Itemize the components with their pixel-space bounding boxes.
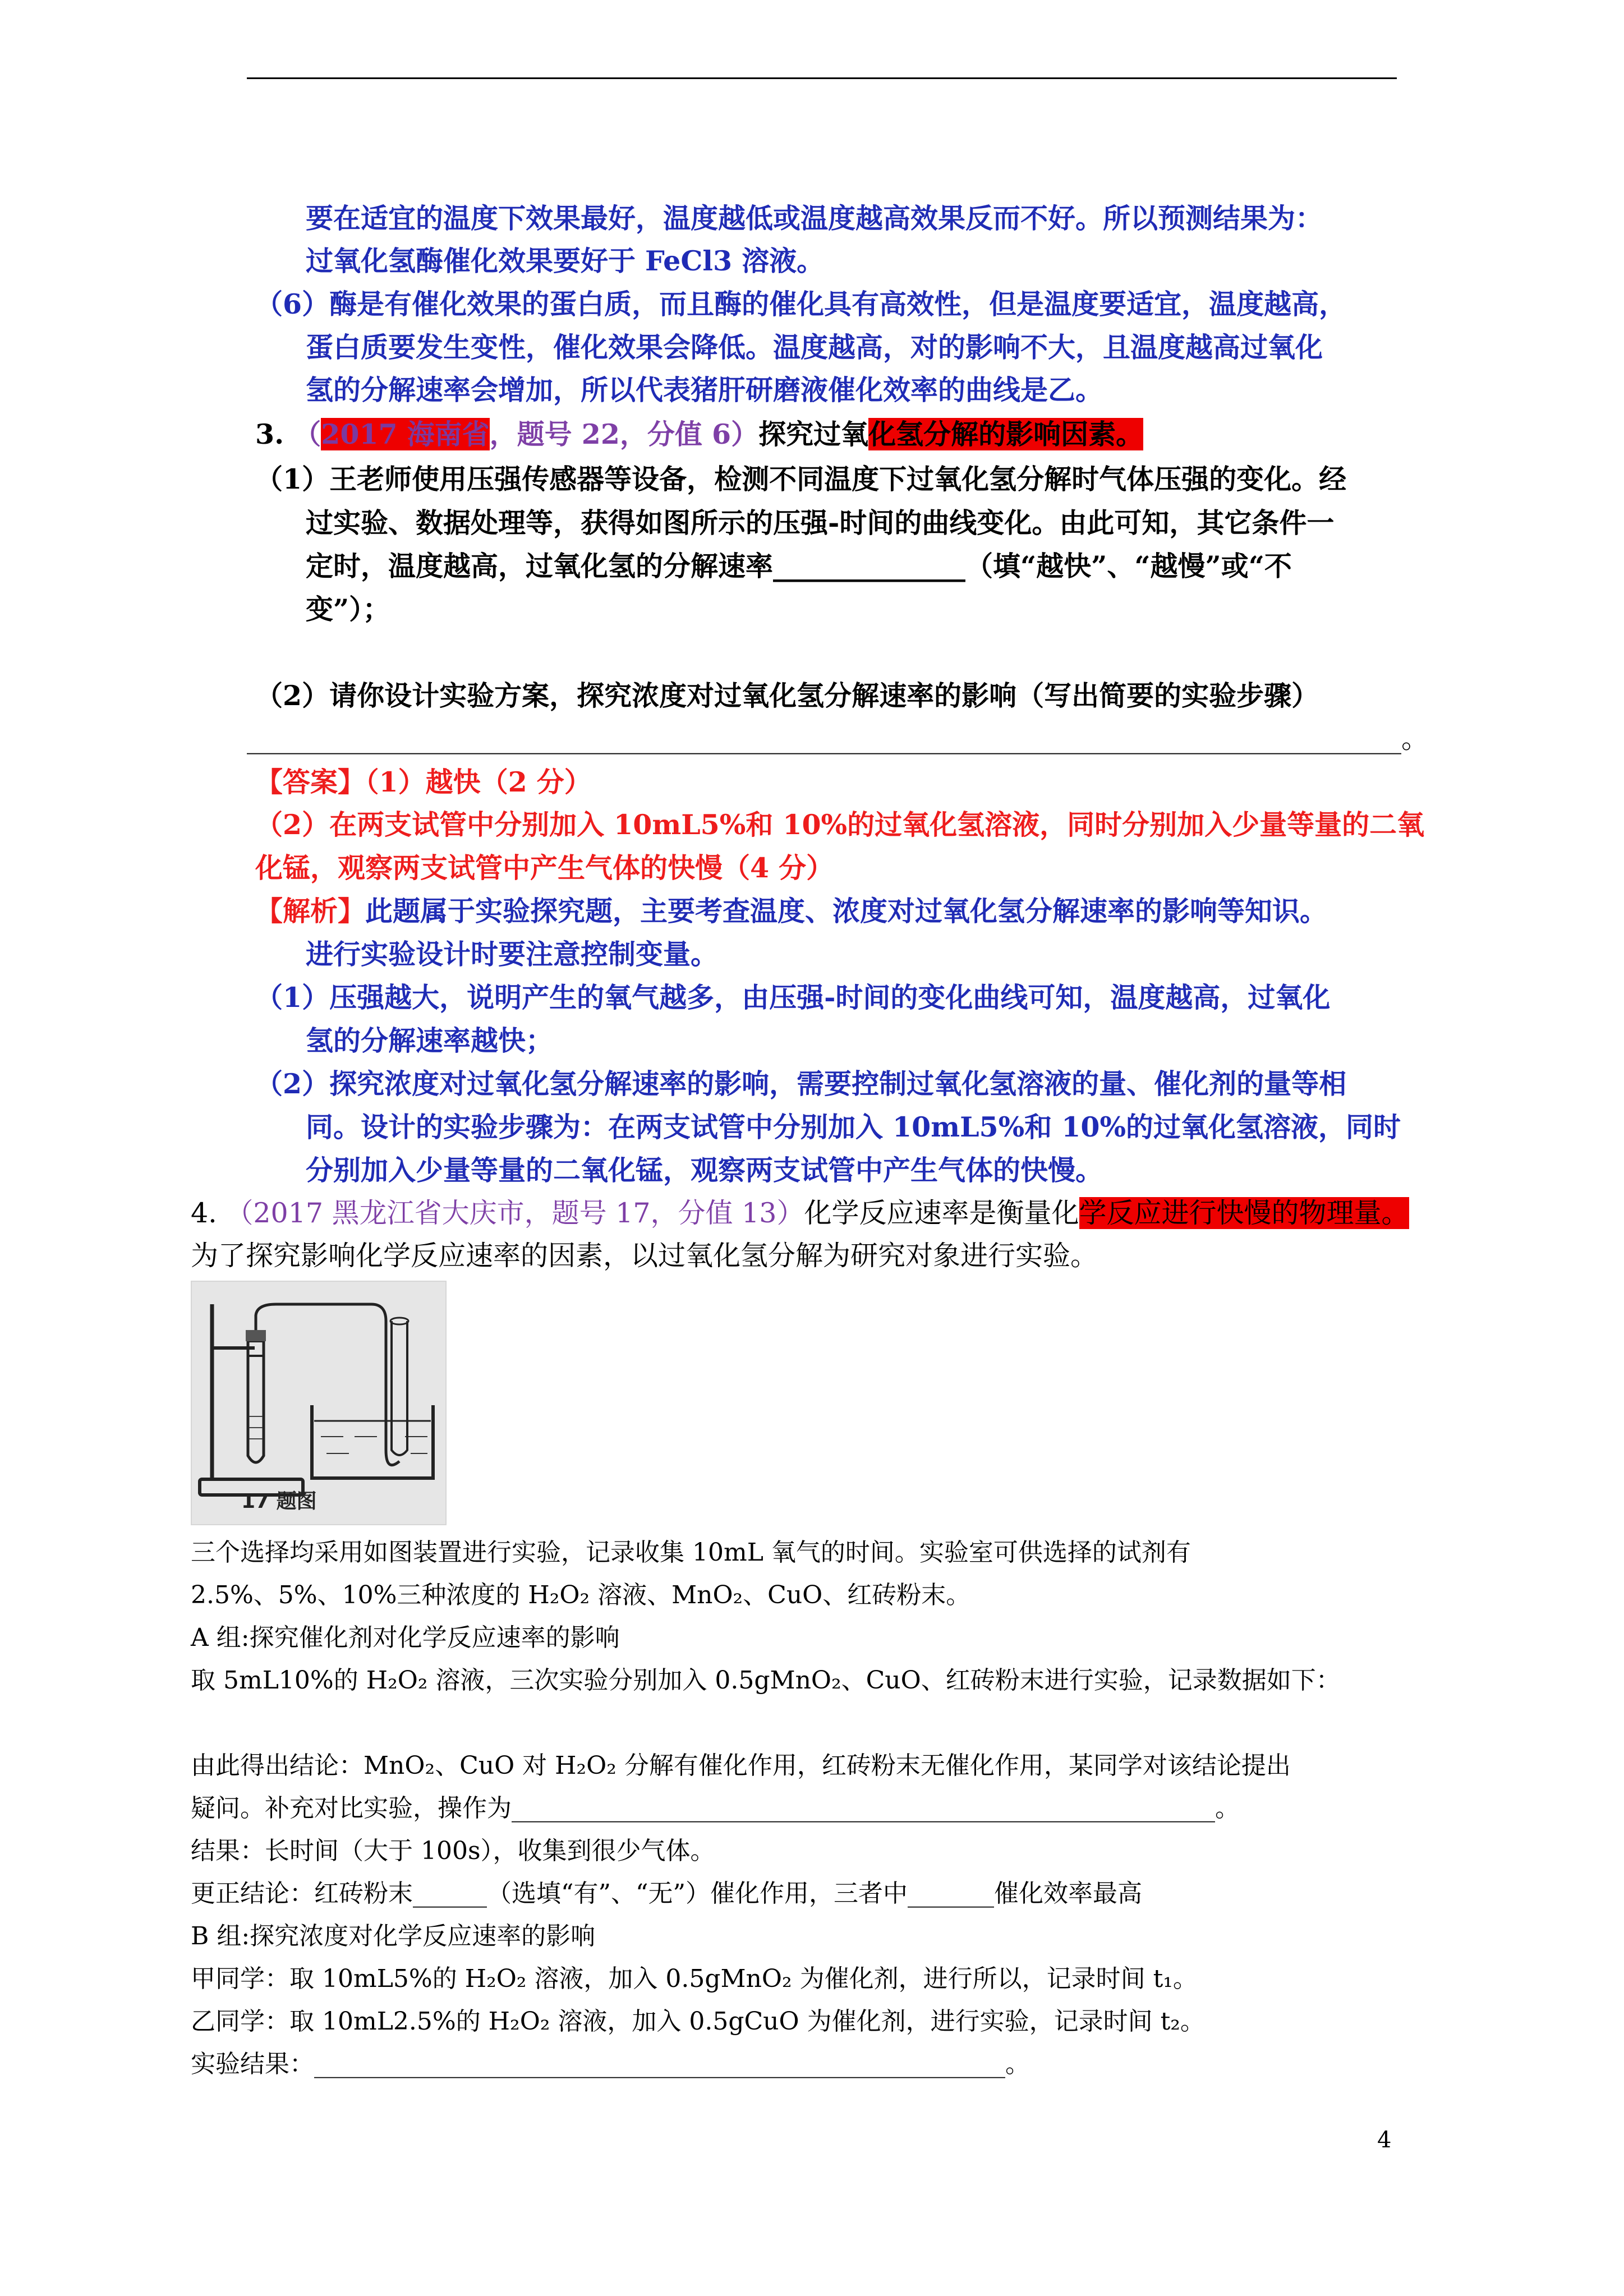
question-text: 化学反应速率是衡量化 [804, 1197, 1079, 1229]
apparatus-drawing [192, 1282, 445, 1524]
figure-caption: 17 题图 [241, 1490, 317, 1513]
text-line: 蛋白质要发生变性，催化效果会降低。温度越高，对的影响不大，且温度越高过氧化 [306, 331, 1323, 364]
text-line: 进行实验设计时要注意控制变量。 [306, 938, 719, 970]
question-4-heading [191, 1195, 1409, 1231]
text-line: （1）压强越大，说明产生的氧气越多，由压强-时间的变化曲线可知，温度越高，过氧化 [255, 981, 1331, 1014]
answer-part-1: （1）越快（2 分） [365, 766, 592, 798]
question-meta: （2017 黑龙江省大庆市，题号 17，分值 13） [226, 1197, 804, 1229]
apparatus-figure [191, 1281, 447, 1525]
text-line: 变”）； [306, 593, 390, 625]
answer-label: 【答案】 [255, 766, 366, 798]
text-line: 甲同学：取 10mL5%的 H₂O₂ 溶液，加入 0.5gMnO₂ 为催化剂，进行所以，记录时间 t₁。 [191, 1964, 1198, 1993]
text-line: 要在适宜的温度下效果最好，温度越低或温度越高效果反而不好。所以预测结果为： [306, 202, 1323, 234]
question-3-heading [255, 416, 1143, 452]
analysis-line [255, 893, 1327, 929]
text-line: 结果：长时间（大于 100s），收集到很少气体。 [191, 1837, 715, 1865]
text-line: （6）酶是有催化效果的蛋白质，而且酶的催化具有高效性，但是温度要适宜，温度越高， [255, 288, 1347, 320]
text-line: 过实验、数据处理等，获得如图所示的压强-时间的曲线变化。由此可知，其它条件一 [306, 507, 1335, 539]
question-text-highlight: 学反应进行快慢的物理量。 [1079, 1197, 1409, 1229]
text-line: 三个选择均采用如图装置进行实验，记录收集 10mL 氧气的时间。实验室可供选择的试剂有 [191, 1538, 1191, 1567]
text-line: 化锰，观察两支试管中产生气体的快慢（4 分） [255, 852, 834, 884]
text-line: A 组:探究催化剂对化学反应速率的影响 [191, 1623, 620, 1652]
text-line: 为了探究影响化学反应速率的因素，以过氧化氢分解为研究对象进行实验。 [191, 1240, 1098, 1272]
text-line: 疑问。补充对比实验，操作为_________________________________________________________。 [191, 1794, 1240, 1823]
header-rule [247, 77, 1397, 79]
question-text-highlight: 化氢分解的影响因素。 [868, 418, 1144, 450]
text-line: 由此得出结论：MnO₂、CuO 对 H₂O₂ 分解有催化作用，红砖粉末无催化作用，某同学对该结论提出 [191, 1751, 1291, 1780]
text-line: 同。设计的实验步骤为：在两支试管中分别加入 10mL5%和 10%的过氧化氢溶液，同时 [306, 1111, 1401, 1143]
text-line: 过氧化氢酶催化效果要好于 FeCl3 溶液。 [306, 245, 825, 277]
text-line: 定时，温度越高，过氧化氢的分解速率______________（填“越快”、“越慢”或“不 [306, 550, 1292, 582]
answer-line [255, 764, 592, 800]
text-line: 氢的分解速率越快； [306, 1024, 554, 1057]
text-line: （1）王老师使用压强传感器等设备，检测不同温度下过氧化氢分解时气体压强的变化。经 [255, 463, 1347, 495]
text-line: 更正结论：红砖粉末______（选填“有”、“无”）催化作用，三者中_______催化效率最高 [191, 1879, 1142, 1908]
text-line: 实验结果：________________________________________________________。 [191, 2050, 1030, 2078]
text-line: B 组:探究浓度对化学反应速率的影响 [191, 1922, 596, 1950]
analysis-text: 此题属于实验探究题，主要考查温度、浓度对过氧化氢分解速率的影响等知识。 [365, 895, 1328, 927]
analysis-label: 【解析】 [255, 895, 366, 927]
text-line: 分别加入少量等量的二氧化锰，观察两支试管中产生气体的快慢。 [306, 1154, 1103, 1186]
text-line: 氢的分解速率会增加，所以代表猪肝研磨液催化效率的曲线是乙。 [306, 374, 1103, 406]
text-line: （2）请你设计实验方案，探究浓度对过氧化氢分解速率的影响（写出简要的实验步骤） [255, 679, 1319, 712]
question-text: 探究过氧 [758, 418, 869, 450]
question-meta: ，题号 22，分值 6） [489, 418, 759, 450]
text-line: 取 5mL10%的 H₂O₂ 溶液，三次实验分别加入 0.5gMnO₂、CuO、红砖粉末进行实验，记录数据如下： [191, 1666, 1341, 1695]
page-number: 4 [1377, 2127, 1392, 2153]
question-number: 4. [191, 1197, 217, 1229]
text-line: 2.5%、5%、10%三种浓度的 H₂O₂ 溶液、MnO₂、CuO、红砖粉末。 [191, 1581, 971, 1609]
answer-blank: ____________________________________________________________________________________。 [247, 723, 1429, 754]
question-number: 3. [255, 418, 284, 450]
text-line: （2）在两支试管中分别加入 10mL5%和 10%的过氧化氢溶液，同时分别加入少量等量的二氧 [255, 808, 1425, 841]
question-source-highlight: 2017 海南省 [321, 418, 490, 450]
text-line: 乙同学：取 10mL2.5%的 H₂O₂ 溶液，加入 0.5gCuO 为催化剂，进行实验，记录时间 t₂。 [191, 2007, 1205, 2036]
text-line: （2）探究浓度对过氧化氢分解速率的影响，需要控制过氧化氢溶液的量、催化剂的量等相 [255, 1068, 1347, 1100]
question-source-open: （ [293, 418, 321, 450]
